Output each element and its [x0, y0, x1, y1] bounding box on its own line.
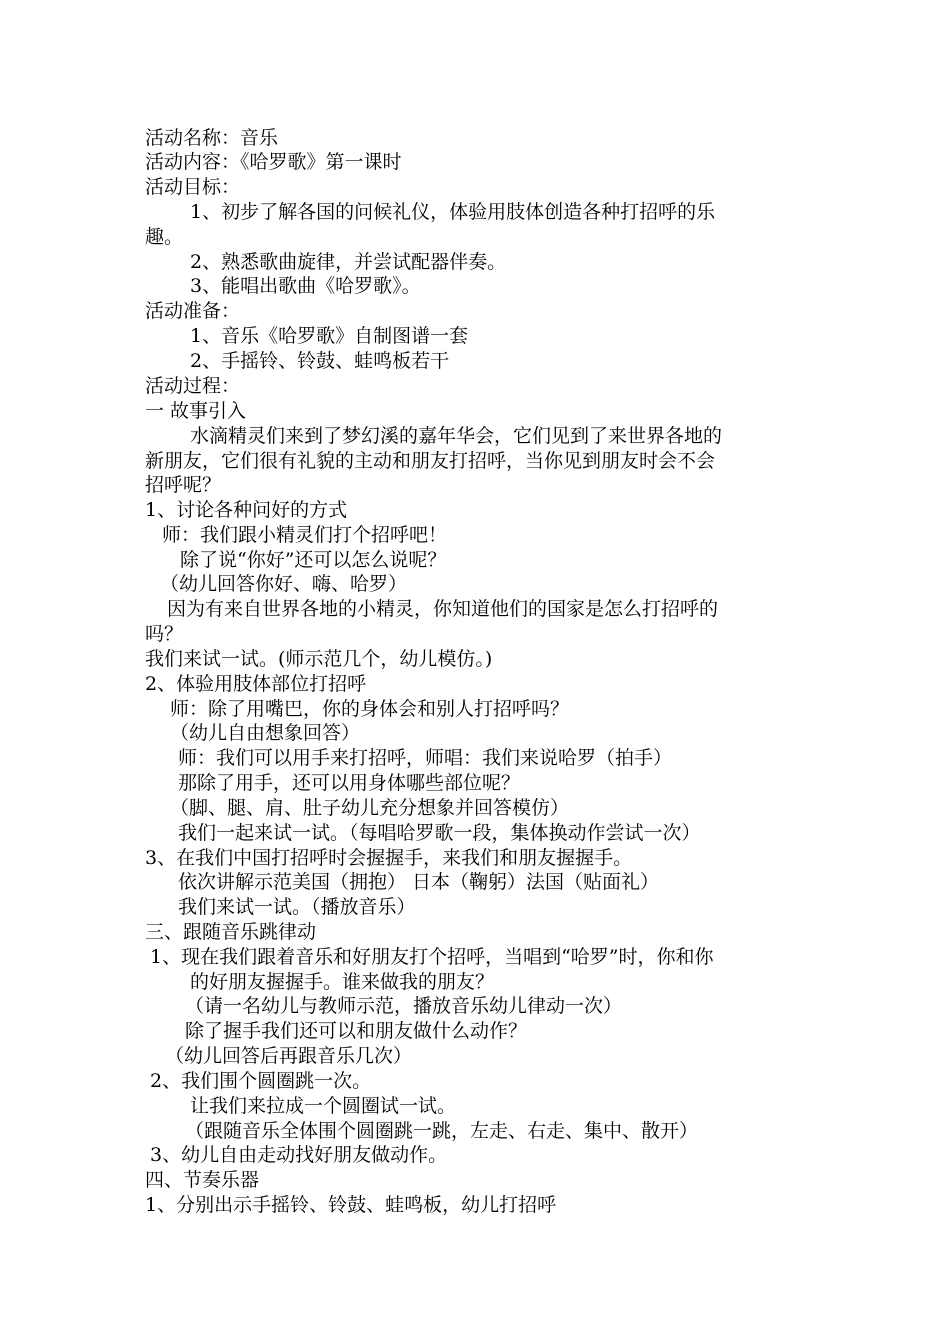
step-1-line-2: 除了说“你好”还可以怎么说呢？ [180, 549, 447, 571]
step-2-line-3: 师：我们可以用手来打招呼，师唱：我们来说哈罗（拍手） [178, 747, 673, 769]
section-3-line-1: （请一名幼儿与教师示范，播放音乐幼儿律动一次） [185, 995, 623, 1017]
activity-goals-heading: 活动目标： [145, 176, 241, 198]
step-2-line-6: 我们一起来试一试。（每唱哈罗歌一段，集体换动作尝试一次） [178, 822, 701, 844]
step-1-line-6: 我们来试一试。(师示范几个，幼儿模仿。) [145, 648, 493, 670]
step-3-line-1: 依次讲解示范美国（拥抱） 日本（鞠躬）法国（贴面礼） [178, 871, 660, 893]
step-2-line-5: （脚、腿、肩、肚子幼儿充分想象并回答模仿） [170, 797, 570, 819]
story-para-3: 招呼呢？ [145, 474, 222, 496]
section-3-item-2: 2、我们围个圆圈跳一次。 [150, 1070, 372, 1092]
step-3-line-2: 我们来试一试。（播放音乐） [178, 896, 416, 918]
step-2-line-4: 那除了用手，还可以用身体哪些部位呢？ [178, 772, 521, 794]
section-4-heading: 四、节奏乐器 [145, 1169, 260, 1191]
step-3-heading: 3、在我们中国打招呼时会握握手，来我们和朋友握握手。 [145, 847, 633, 869]
step-1-heading: 1、讨论各种问好的方式 [145, 499, 348, 521]
section-3-line-4: 让我们来拉成一个圆圈试一试。 [190, 1095, 457, 1117]
section-3-line-5: （跟随音乐全体围个圆圈跳一跳，左走、右走、集中、散开） [185, 1120, 699, 1142]
story-para-1: 水滴精灵们来到了梦幻溪的嘉年华会，它们见到了来世界各地的 [190, 425, 723, 447]
section-1-heading: 一 故事引入 [145, 400, 247, 422]
activity-content: 活动内容：《哈罗歌》第一课时 [145, 151, 402, 173]
step-2-line-2: （幼儿自由想象回答） [170, 722, 361, 744]
section-3-item-3: 3、幼儿自由走动找好朋友做动作。 [150, 1144, 448, 1166]
step-1-line-4: 因为有来自世界各地的小精灵，你知道他们的国家是怎么打招呼的 [167, 598, 719, 620]
step-1-line-5: 吗？ [145, 623, 184, 645]
preparation-2: 2、手摇铃、铃鼓、蛙鸣板若干 [190, 350, 450, 372]
step-2-heading: 2、体验用肢体部位打招呼 [145, 673, 367, 695]
goal-1-cont: 趣。 [145, 226, 184, 248]
preparation-heading: 活动准备： [145, 300, 241, 322]
section-3-item-1-cont: 的好朋友握握手。谁来做我的朋友？ [190, 971, 495, 993]
goal-1: 1、初步了解各国的问候礼仪，体验用肢体创造各种打招呼的乐 [190, 201, 716, 223]
section-3-line-3: （幼儿回答后再跟音乐几次） [165, 1045, 413, 1067]
section-3-item-1: 1、现在我们跟着音乐和好朋友打个招呼，当唱到“哈罗”时，你和你 [150, 946, 714, 968]
goal-2: 2、熟悉歌曲旋律，并尝试配器伴奏。 [190, 251, 507, 273]
section-3-heading: 三、跟随音乐跳律动 [145, 921, 317, 943]
section-4-item-1: 1、分别出示手摇铃、铃鼓、蛙鸣板，幼儿打招呼 [145, 1194, 557, 1216]
step-1-line-3: （幼儿回答你好、嗨、哈罗） [160, 573, 408, 595]
step-2-line-1: 师：除了用嘴巴，你的身体会和别人打招呼吗？ [170, 698, 570, 720]
step-1-line-1: 师：我们跟小精灵们打个招呼吧！ [162, 524, 448, 546]
section-3-line-2: 除了握手我们还可以和朋友做什么动作？ [185, 1020, 528, 1042]
preparation-1: 1、音乐《哈罗歌》自制图谱一套 [190, 325, 469, 347]
story-para-2: 新朋友，它们很有礼貌的主动和朋友打招呼，当你见到朋友时会不会 [145, 450, 716, 472]
process-heading: 活动过程： [145, 375, 241, 397]
activity-name: 活动名称：音乐 [145, 127, 279, 149]
goal-3: 3、能唱出歌曲《哈罗歌》。 [190, 275, 421, 297]
